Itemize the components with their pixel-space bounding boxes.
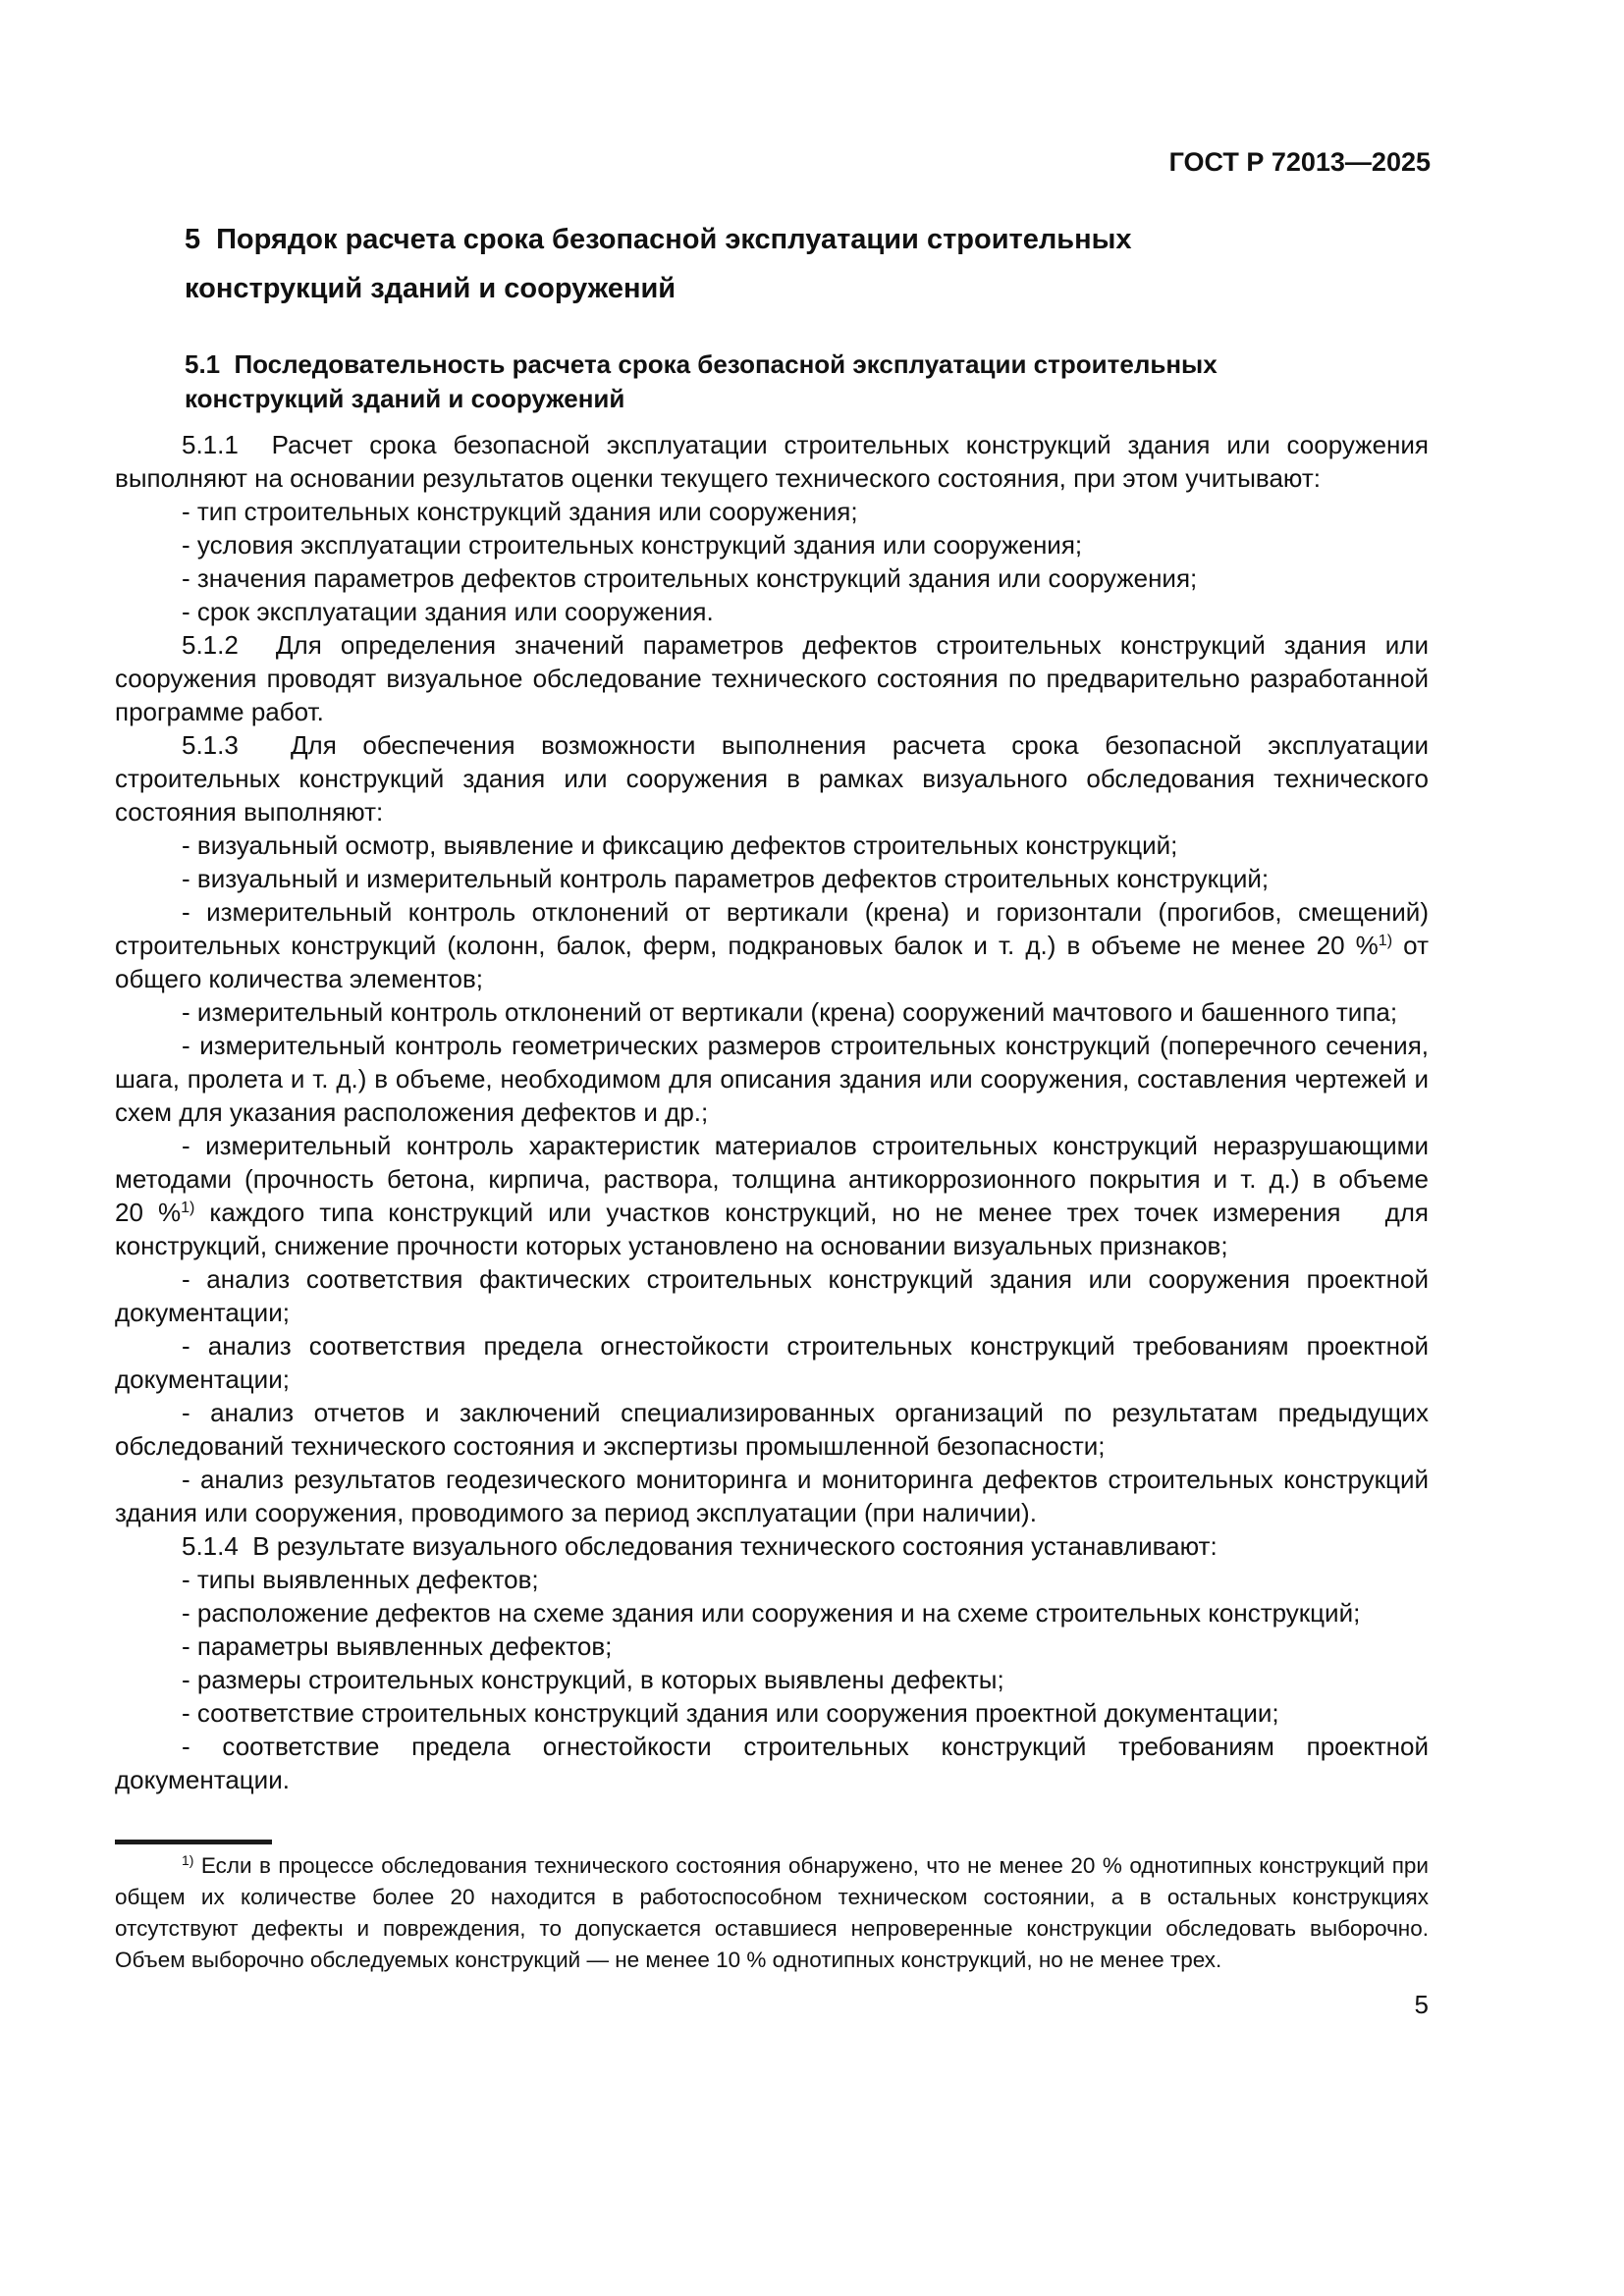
footnote-marker-superscript: 1) [182,1852,194,1869]
list-item-text: - измерительный контроль отклонений от вертикали (крена) и горизонтали (прогибов, смещений) строительных конструкций (колонн, балок, ферм, подкрановых балок и т. д.) в объеме не менее 20 % [115,897,1429,960]
paragraph-5-1-2: 5.1.2 Для определения значений параметров дефектов строительных конструкций здания или сооружения проводят визуальное обследование технического состояния по предварительно разработанной программе работ. [115,630,1429,726]
list-item: - визуальный и измерительный контроль параметров дефектов строительных конструкций; [182,864,1270,893]
section-title: Порядок расчета срока безопасной эксплуатации строительных конструкций зданий и сооружений [185,224,1132,304]
list-item: - соответствие предела огнестойкости строительных конструкций требованиям проектной документации. [115,1732,1429,1794]
subsection-title: Последовательность расчета срока безопасной эксплуатации строительных конструкций зданий и сооружений [185,349,1218,413]
subsection-number: 5.1 [185,349,221,379]
list-item: - анализ соответствия предела огнестойкости строительных конструкций требованиям проектной документации; [115,1331,1429,1394]
list-item: - анализ соответствия фактических строительных конструкций здания или сооружения проектной документации; [115,1264,1429,1327]
list-item: - значения параметров дефектов строительных конструкций здания или сооружения; [182,563,1198,593]
list-item: - соответствие строительных конструкций здания или сооружения проектной документации; [182,1698,1279,1728]
list-item: - измерительный контроль отклонений от вертикали (крена) сооружений мачтового и башенного типа; [182,997,1398,1027]
running-header [0,145,1431,179]
subsection-heading [185,347,1265,416]
paragraph-5-1-3: 5.1.3 Для обеспечения возможности выполнения расчета срока безопасной эксплуатации строительных конструкций здания или сооружения в рамках визуального обследования технического состояния выполняют: [115,730,1429,827]
list-item-text: от общего количества элементов; [115,931,1429,993]
standard-designation: ГОСТ Р 72013—2025 [1168,147,1431,177]
list-item: - визуальный осмотр, выявление и фиксацию дефектов строительных конструкций; [182,830,1178,860]
list-item: - анализ отчетов и заключений специализированных организаций по результатам предыдущих обследований технического состояния и экспертизы промышленной безопасности; [115,1398,1429,1461]
list-item: - анализ результатов геодезического мониторинга и мониторинга дефектов строительных конструкций здания или сооружения, проводимого за период эксплуатации (при наличии). [115,1465,1429,1527]
paragraph-5-1-4: 5.1.4 В результате визуального обследования технического состояния устанавливают: [182,1531,1218,1561]
page-number: 5 [1414,1990,1429,2019]
section-heading [185,215,1166,313]
section-number: 5 [185,224,201,255]
list-item-text: каждого типа конструкций или участков конструкций, но не менее трех точек измерения для конструкций, снижение прочности которых установлено на основании визуальных признаков; [115,1198,1429,1260]
list-item [115,1129,1429,1262]
list-item: - размеры строительных конструкций, в которых выявлены дефекты; [182,1665,1004,1694]
list-item [115,895,1429,995]
list-item: - условия эксплуатации строительных конструкций здания или сооружения; [182,530,1083,560]
body-text [115,428,1429,1796]
list-item: - тип строительных конструкций здания или сооружения; [182,497,858,526]
footnote [115,1850,1429,1976]
list-item: - измерительный контроль геометрических размеров строительных конструкций (поперечного сечения, шага, пролета и т. д.) в объеме, необходимом для описания здания или сооружения, составления чертежей и схем для указания расположения дефектов и др.; [115,1031,1429,1127]
footnote-text: Если в процессе обследования технического состояния обнаружено, что не менее 20 % однотипных конструкций при общем их количестве более 20 находится в работоспособном техническом состоянии, а в остальных конструкциях отсутствуют дефекты и повреждения, то допускается оставшиеся непроверенные конструкции обследовать выборочно. Объем выборочно обследуемых конструкций — не менее 10 % однотипных конструкций, но не менее трех. [115,1853,1429,1972]
list-item: - параметры выявленных дефектов; [182,1631,613,1661]
footnote-ref-superscript: 1) [1378,932,1393,950]
paragraph-5-1-1: 5.1.1 Расчет срока безопасной эксплуатации строительных конструкций здания или сооружения выполняют на основании результатов оценки текущего технического состояния, при этом учитывают: [115,430,1429,493]
footnote-separator [115,1840,272,1844]
footnote-ref-superscript: 1) [181,1199,195,1217]
list-item: - типы выявленных дефектов; [182,1565,539,1594]
list-item-text: - измерительный контроль характеристик материалов строительных конструкций неразрушающими методами (прочность бетона, кирпича, раствора, толщина антикоррозионного покрытия и т. д.) в объеме 20 % [115,1131,1429,1227]
list-item: - срок эксплуатации здания или сооружения. [182,597,714,626]
list-item: - расположение дефектов на схеме здания или сооружения и на схеме строительных конструкций; [182,1598,1361,1628]
